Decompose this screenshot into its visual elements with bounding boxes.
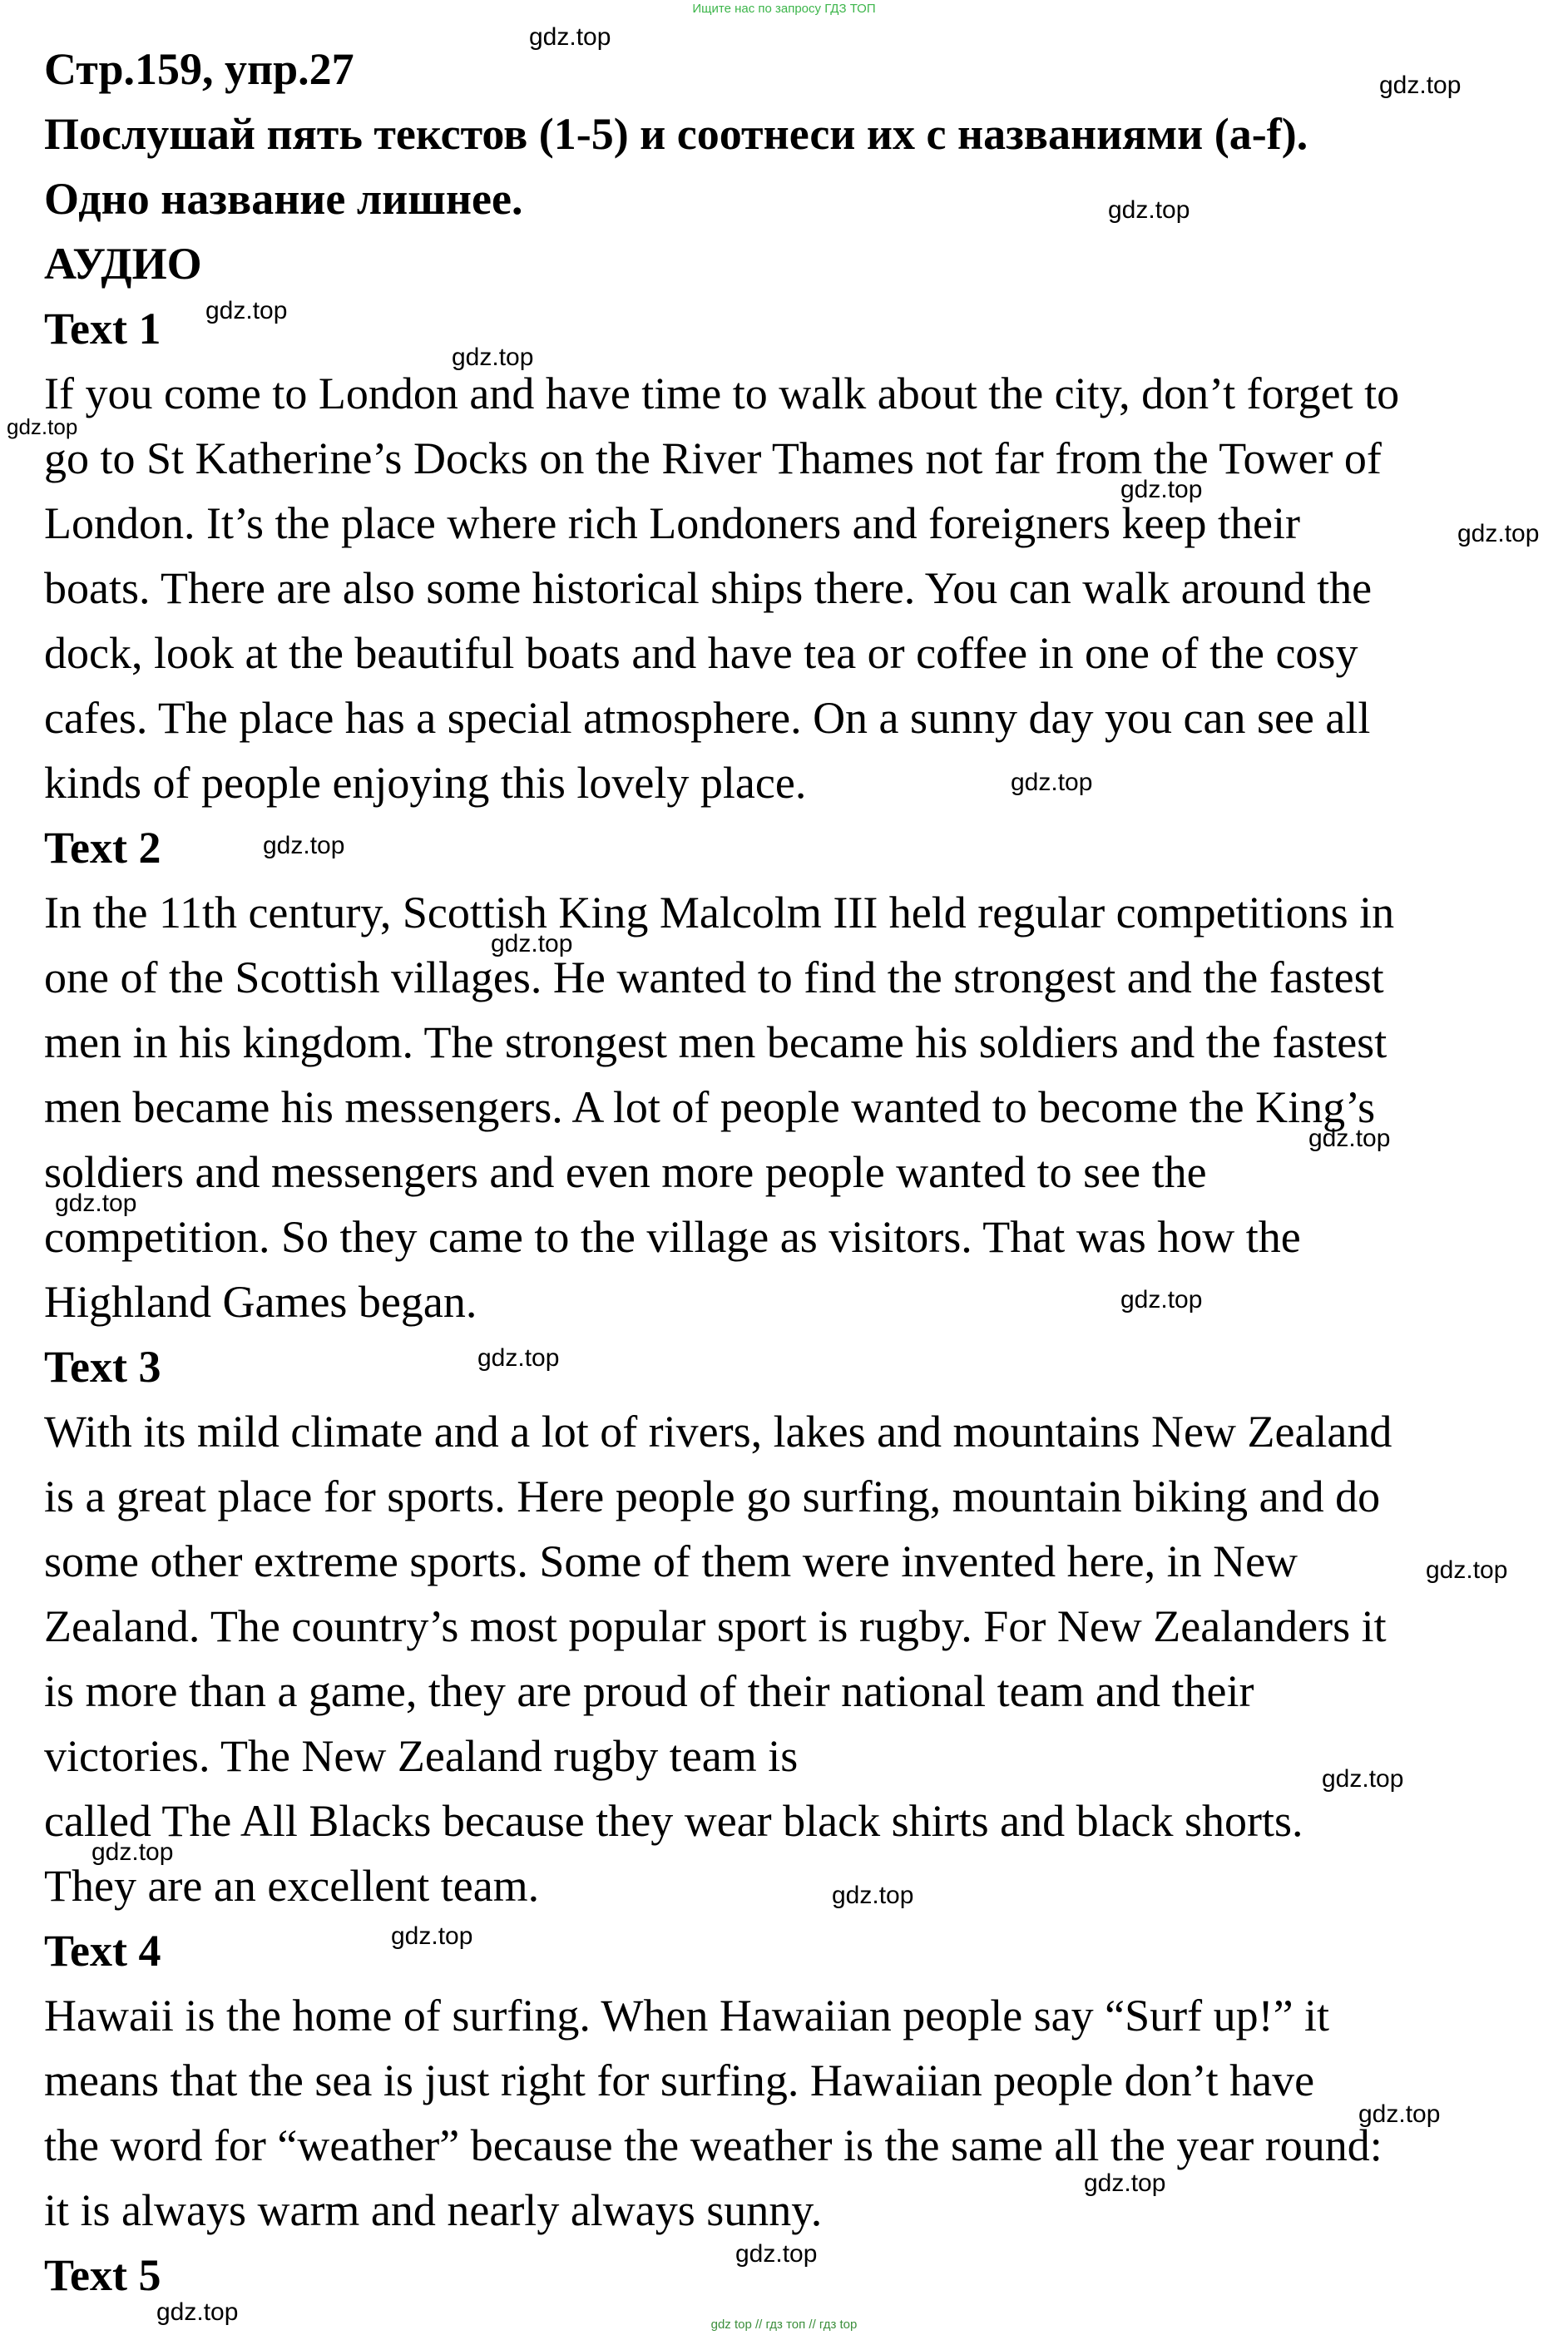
text-section-2 bbox=[44, 815, 1541, 1334]
text-line: They are an excellent team. bbox=[44, 1861, 540, 1911]
watermark: gdz.top bbox=[477, 1344, 560, 1372]
watermark: gdz.top bbox=[55, 1190, 137, 1217]
text-line: called The All Blacks because they wear black shirts and black shorts. bbox=[44, 1796, 1303, 1846]
text-heading: Text 4 bbox=[44, 1926, 161, 1976]
text-line: means that the sea is just right for surfing. Hawaiian people don’t have bbox=[44, 2055, 1315, 2105]
text-line: soldiers and messengers and even more people wanted to see the bbox=[44, 1147, 1207, 1197]
text-line: men in his kingdom. The strongest men became his soldiers and the fastest bbox=[44, 1017, 1387, 1067]
page-reference: Стр.159, упр.27 bbox=[44, 44, 354, 94]
text-line: competition. So they came to the village as visitors. That was how the bbox=[44, 1212, 1301, 1262]
watermark: gdz.top bbox=[1426, 1556, 1508, 1584]
exercise-content bbox=[44, 37, 1541, 2308]
text-line: the word for “weather” because the weather is the same all the year round: bbox=[44, 2120, 1383, 2170]
watermark: gdz.top bbox=[1120, 476, 1203, 503]
watermark: gdz.top bbox=[1457, 520, 1540, 547]
watermark: gdz.top bbox=[529, 23, 611, 51]
watermark: gdz.top bbox=[1084, 2169, 1166, 2197]
watermark: gdz.top bbox=[156, 2298, 239, 2326]
text-heading: Text 1 bbox=[44, 304, 161, 354]
text-line: kinds of people enjoying this lovely place. bbox=[44, 758, 807, 808]
text-line: With its mild climate and a lot of rivers, lakes and mountains New Zealand bbox=[44, 1407, 1392, 1457]
text-line: If you come to London and have time to walk about the city, don’t forget to bbox=[44, 369, 1400, 418]
text-line: cafes. The place has a special atmosphere. On a sunny day you can see all bbox=[44, 693, 1371, 743]
text-line: it is always warm and nearly always sunny. bbox=[44, 2185, 823, 2235]
text-section-4 bbox=[44, 1918, 1541, 2243]
watermark: gdz.top bbox=[92, 1838, 174, 1866]
text-line: dock, look at the beautiful boats and have tea or coffee in one of the cosy bbox=[44, 628, 1358, 678]
text-line: some other extreme sports. Some of them were invented here, in New bbox=[44, 1536, 1298, 1586]
watermark: gdz.top bbox=[1308, 1125, 1391, 1152]
watermark: gdz.top bbox=[1011, 769, 1093, 796]
text-line: is more than a game, they are proud of their national team and their bbox=[44, 1666, 1254, 1716]
watermark: gdz.top bbox=[263, 832, 345, 859]
text-line: victories. The New Zealand rugby team is bbox=[44, 1731, 799, 1781]
text-line: go to St Katherine’s Docks on the River Thames not far from the Tower of bbox=[44, 433, 1382, 483]
text-line: men became his messengers. A lot of people wanted to become the King’s bbox=[44, 1082, 1376, 1132]
watermark: gdz.top bbox=[7, 414, 78, 439]
watermark: gdz.top bbox=[1358, 2100, 1441, 2128]
text-line: Zealand. The country’s most popular sport is rugby. For New Zealanders it bbox=[44, 1601, 1387, 1651]
watermark: gdz.top bbox=[1322, 1765, 1404, 1793]
text-line: In the 11th century, Scottish King Malcolm III held regular competitions in bbox=[44, 888, 1395, 937]
watermark: gdz.top bbox=[205, 297, 288, 324]
text-heading: Text 5 bbox=[44, 2250, 161, 2300]
watermark: gdz.top bbox=[452, 344, 534, 371]
watermark: gdz.top bbox=[1120, 1286, 1203, 1313]
text-heading: Text 2 bbox=[44, 823, 161, 873]
watermark: gdz.top bbox=[735, 2240, 818, 2268]
watermark: gdz.top bbox=[832, 1882, 914, 1909]
text-heading: Text 3 bbox=[44, 1342, 161, 1392]
task-instruction-line-1: Послушай пять текстов (1-5) и соотнеси их с названиями (a-f). bbox=[44, 109, 1308, 159]
watermark: gdz.top bbox=[1379, 72, 1462, 99]
text-section-3 bbox=[44, 1334, 1541, 1918]
text-line: London. It’s the place where rich Londoners and foreigners keep their bbox=[44, 498, 1300, 548]
text-line: Hawaii is the home of surfing. When Hawaiian people say “Surf up!” it bbox=[44, 1991, 1330, 2041]
bottom-banner: gdz top // гдз топ // гдз top bbox=[710, 2318, 858, 2332]
text-line: is a great place for sports. Here people go surfing, mountain biking and do bbox=[44, 1472, 1381, 1521]
watermark: gdz.top bbox=[491, 930, 573, 957]
watermark: gdz.top bbox=[391, 1922, 473, 1950]
text-section-1 bbox=[44, 296, 1541, 815]
text-line: one of the Scottish villages. He wanted to find the strongest and the fastest bbox=[44, 952, 1384, 1002]
top-banner: Ищите нас по запросу ГДЗ ТОП bbox=[692, 2, 876, 16]
text-line: Highland Games began. bbox=[44, 1277, 477, 1327]
text-line: boats. There are also some historical ships there. You can walk around the bbox=[44, 563, 1373, 613]
watermark: gdz.top bbox=[1108, 196, 1190, 224]
task-instruction-line-2: Одно название лишнее. bbox=[44, 174, 523, 224]
audio-label: АУДИО bbox=[44, 239, 202, 289]
